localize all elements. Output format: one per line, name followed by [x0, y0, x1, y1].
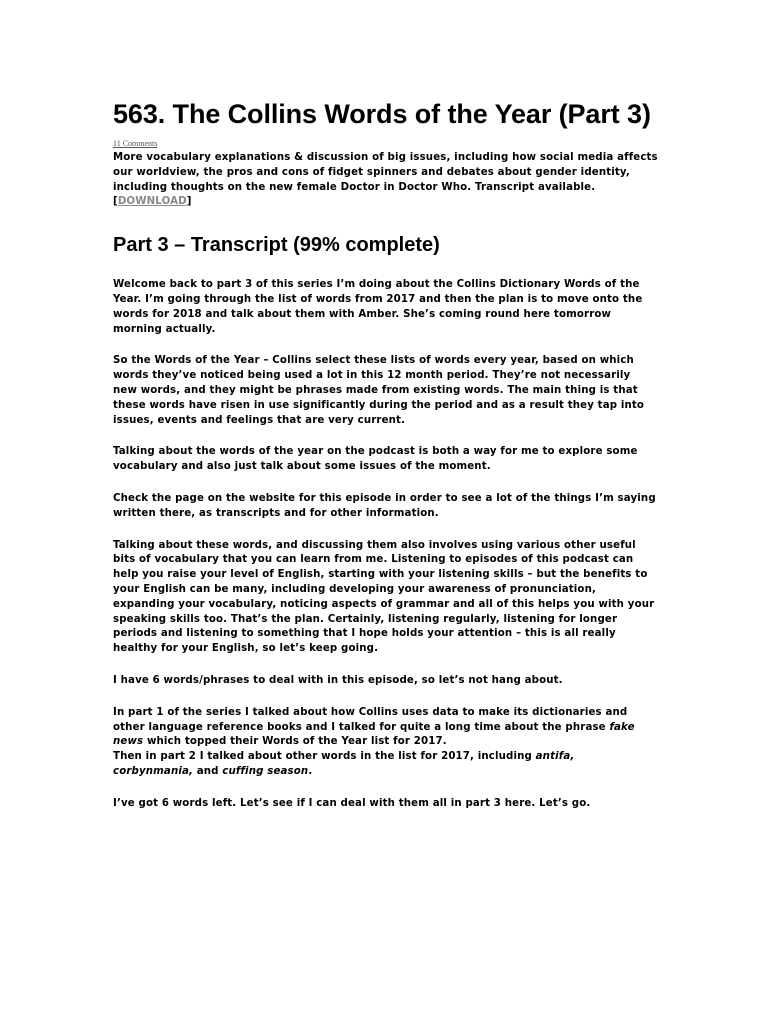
term-antifa: antifa, — [535, 751, 575, 763]
recap-period: . — [308, 765, 313, 777]
episode-summary — [113, 151, 658, 210]
comments-link[interactable]: 11 Comments — [113, 139, 158, 148]
paragraph-welcome: Welcome back to part 3 of this series I’m doing about the Collins Dictionary Words of the Year. I’m going through the list of words from 2017 and then the plan is to move onto the words for 2018 and talk about them with Amber. She’s coming round here tomorrow morning actually. — [113, 279, 643, 335]
paragraph-six-words: I have 6 words/phrases to deal with in this episode, so let’s not hang about. — [113, 674, 563, 686]
article-title: 563. The Collins Words of the Year (Part 3) — [113, 99, 651, 129]
term-fake: fake — [609, 721, 635, 733]
article — [113, 96, 658, 829]
paragraph-podcast-purpose: Talking about the words of the year on the podcast is both a way for me to explore some vocabulary and also just talk about some issues of the moment. — [113, 446, 638, 473]
term-corbynmania: corbynmania, — [113, 765, 194, 777]
term-cuffing-season: cuffing season — [222, 765, 309, 777]
transcript-heading: Part 3 – Transcript (99% complete) — [113, 234, 440, 257]
paragraph-benefits: Talking about these words, and discussing them also involves using various other useful bits of vocabulary that you can learn from me. Listening to episodes of this podcast can help you raise your level of English, starting with your listening skills – but the benefits to your English can be many, including developing your awareness of pronunciation, expanding your vocabulary, noticing aspects of grammar and all of this helps you with your speaking skills too. That’s the plan. Certainly, listening regularly, listening for longer periods and listening to something that I hope holds your attention – this is all really healthy for your English, so let’s keep going. — [113, 539, 655, 655]
download-bracket-close: ] — [186, 196, 192, 208]
summary-text: More vocabulary explanations & discussion of big issues, including how social media affects our worldview, the pros and cons of fidget spinners and debates about gender identity, including thoughts on the new female Doctor in Doctor Who. Transcript available. — [113, 152, 658, 193]
paragraph-lets-go: I’ve got 6 words left. Let’s see if I can deal with them all in part 3 here. Let’s go. — [113, 797, 591, 809]
paragraph-words-of-year: So the Words of the Year – Collins select these lists of words every year, based on which words they’ve noticed being used a lot in this 12 month period. They’re not necessarily new words, and they might be phrases made from existing words. The main thing is that these words have risen in use significantly during the period and as a result they tap into issues, events and feelings that are very current. — [113, 355, 645, 426]
recap-part2-text: Then in part 2 I talked about other words in the list for 2017, including — [113, 751, 536, 763]
download-bracket-open: [ — [113, 196, 118, 208]
term-news: news — [113, 736, 144, 748]
paragraph-website: Check the page on the website for this episode in order to see a lot of the things I’m saying written there, as transcripts and for other information. — [113, 492, 656, 519]
download-link[interactable]: DOWNLOAD — [117, 196, 187, 208]
recap-and: and — [193, 765, 223, 777]
recap-part1-end: which topped their Words of the Year list for 2017. — [143, 736, 447, 748]
recap-part1-text: In part 1 of the series I talked about how Collins uses data to make its dictionaries and other language reference books and I talked for quite a long time about the phrase — [113, 706, 628, 733]
paragraph-recap — [113, 706, 658, 780]
